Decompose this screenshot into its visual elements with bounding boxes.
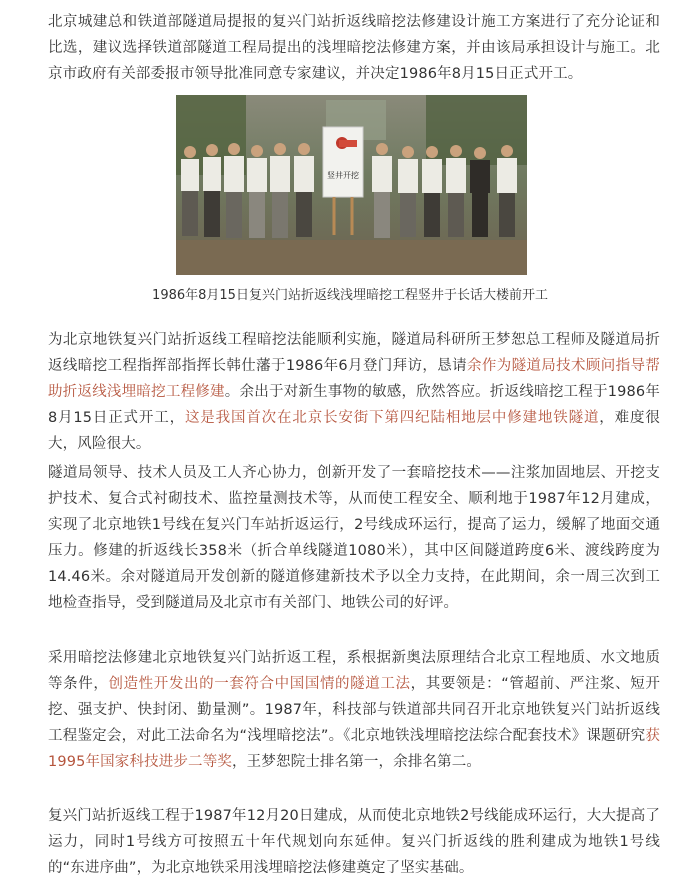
person bbox=[497, 145, 517, 237]
person bbox=[224, 143, 244, 238]
groundbreaking-photo bbox=[176, 95, 527, 275]
person bbox=[270, 143, 290, 238]
p4-text-e: ，王梦恕院士排名第一，余排名第二。 bbox=[232, 754, 482, 770]
paragraph-consultant bbox=[48, 327, 660, 457]
person bbox=[372, 143, 392, 238]
person bbox=[398, 146, 418, 237]
p2-text-c: 。余出于对新生事物的敏感，欣然答应。折返线暗挖工程于1986年8月15日正式开工， bbox=[48, 384, 660, 426]
person bbox=[422, 146, 442, 237]
p2-highlight-first: 这是我国首次在北京长安街下第四纪陆相地层中修建地铁隧道 bbox=[184, 410, 600, 426]
p2-text-a: 为北京地铁复兴门站折返线工程暗挖法能顺利实施，隧道局科研所王梦恕总工程师及隧道局折返线暗挖工程指挥部指挥长韩仕藩于1986年6月登门拜访，恳请 bbox=[48, 332, 660, 374]
sign-text: 竖井开挖 bbox=[327, 171, 359, 180]
p2-highlight-advisor: 余作为隧道局技术顾问指导帮助折返线浅埋暗挖工程修建 bbox=[48, 358, 661, 400]
p4-highlight-award: 获1995年国家科技进步二等奖 bbox=[48, 728, 660, 770]
p4-highlight-method: 创造性开发出的一套符合中国国情的隧道工法 bbox=[108, 676, 411, 692]
photo-caption: 1986年8月15日复兴门站折返线浅埋暗挖工程竖井于长话大楼前开工 bbox=[152, 288, 548, 303]
p4-text-a: 采用暗挖法修建北京地铁复兴门站折返工程，系根据新奥法原理结合北京工程地质、水文地质等条件， bbox=[48, 650, 660, 692]
person bbox=[446, 145, 466, 237]
p2-text-e: ，难度很大，风险很大。 bbox=[48, 410, 660, 452]
person bbox=[247, 145, 267, 238]
person bbox=[470, 147, 490, 237]
person bbox=[294, 143, 314, 237]
paragraph-method bbox=[48, 645, 660, 775]
paragraph-decision: 北京城建总和铁道部隧道局提报的复兴门站折返线暗挖法修建设计施工方案进行了充分论证和比选，建议选择铁道部隧道工程局提出的浅埋暗挖法修建方案，并由该局承担设计与施工。北京市政府有关部委报市领导批准同意专家建议，并决定1986年8月15日正式开工。 bbox=[48, 14, 660, 82]
person bbox=[181, 146, 199, 236]
paragraph-completion: 复兴门站折返线工程于1987年12月20日建成，从而使北京地铁2号线能成环运行，大大提高了运力，同时1号线方可按照五十年代规划向东延伸。复兴门折返线的胜利建成为地铁1号线的“东进序曲”，为北京地铁采用浅埋暗挖法修建奠定了坚实基础。 bbox=[48, 808, 660, 876]
paragraph-technology: 隧道局领导、技术人员及工人齐心协力，创新开发了一套暗挖技术——注浆加固地层、开挖支护技术、复合式衬砌技术、监控量测技术等，从而使工程安全、顺利地于1987年12月建成，实现了北京地铁1号线在复兴门车站折返运行，2号线成环运行，提高了运力，缓解了地面交通压力。修建的折返线长358米（折合单线隧道1080米），其中区间隧道跨度6米、渡线跨度为14.46米。余对隧道局开发创新的隧道修建新技术予以全力支持，在此期间，余一周三次到工地检查指导，受到隧道局及北京市有关部门、地铁公司的好评。 bbox=[48, 465, 660, 611]
p4-text-c: ，其要领是：“管超前、严注浆、短开挖、强支护、快封闭、勤量测”。1987年，科技部与铁道部共同召开北京地铁复兴门站折返线工程鉴定会，对此工法命名为“浅埋暗挖法”。《北京地铁浅埋暗挖法综合配套技术》课题研究 bbox=[48, 676, 661, 744]
person bbox=[203, 144, 221, 237]
sign-ribbon bbox=[339, 140, 357, 147]
